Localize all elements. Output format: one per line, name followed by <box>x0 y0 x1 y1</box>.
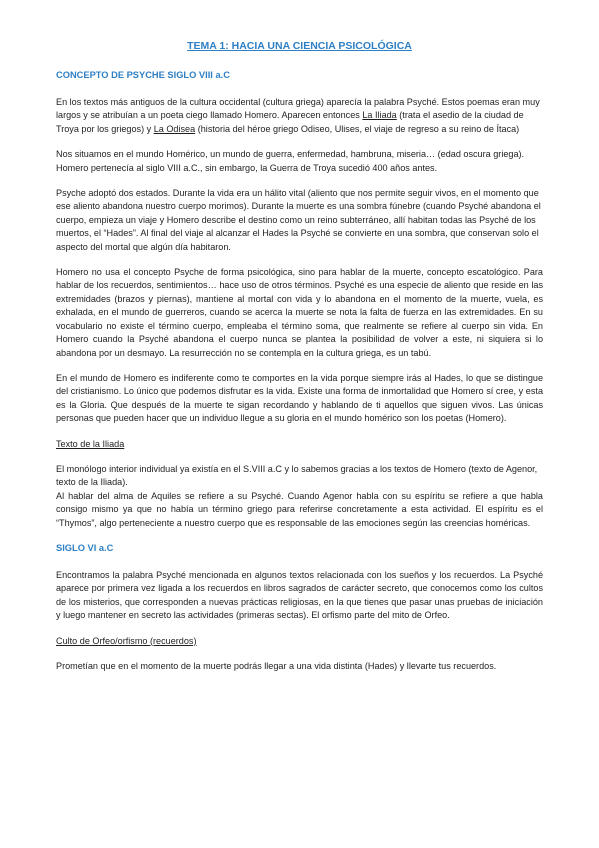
paragraph-intro-c: (historia del héroe griego Odiseo, Ulises, el viaje de regreso a su reino de Ítaca) <box>195 123 520 134</box>
paragraph-homer-world-glory: En el mundo de Homero es indiferente como te comportes en la vida porque siempre irás al Hades, lo que se distingue del cristianismo. Lo único que podemos disfrutar es la vida. Existe una forma de inmortalidad que Homero sí cree, y esta es la Gloria. Que después de la muerte te sigan recordando y hablando de ti aquellos que siguen vivos. Las únicas personas que pueden hacer que un individuo llegue a su gloria en el mundo homérico son los poetas (Homero). <box>56 372 543 424</box>
paragraph-siglo-vi: Encontramos la palabra Psyché mencionada en algunos textos relacionada con los sueños y los recuerdos. La Psyché aparece por primera vez ligada a los recuerdos en libros sagrados de carácter secreto, que conocemos como los cultos de los misterios, que corresponden a nuevas prácticas religiosas, en la que tienes que pasar unas pruebas de iniciación y luego mantener en secreto las actividades (primeras sectas). El orfismo parte del mito de Orfeo. <box>56 569 543 621</box>
paragraph-monologue: El monólogo interior individual ya existía en el S.VIII a.C y lo sabemos gracias a los textos de Homero (texto de Agenor, texto de la Iliada). <box>56 463 538 488</box>
paragraph-intro-b: (trata el asedio de la ciudad de Troya por los griegos) y <box>56 110 524 134</box>
section-heading-siglo-vi: SIGLO VI a.C <box>56 542 114 553</box>
paragraph-two-states: Psyche adoptó dos estados. Durante la vida era un hálito vital (aliento que nos permite seguir vivos, en el momento que ese aliento abandona nuestro cuerpo morimos). Durante la muerte es una sombra fúnebre (cuando Psyché abandona el cuerpo, empieza un viaje y Homero describe el destino como un reino subterráneo, allí habitan todas las Psyché de los muertos, el “Hades”. Al final del viaje al alcanzar el Hades la Psyché se convierte en una sombra, que conservan solo el aspecto del mortal que algún día habitaron. <box>56 188 541 252</box>
subheading-orfeo: Culto de Orfeo/orfismo (recuerdos) <box>56 635 197 646</box>
paragraph-orfeo: Prometían que en el momento de la muerte podrás llegar a una vida distinta (Hades) y llevarte tus recuerdos. <box>56 661 497 671</box>
link-odisea: La Odisea <box>153 123 196 134</box>
link-iliada: La Iliada <box>362 110 397 121</box>
paragraph-intro <box>56 96 543 136</box>
section-heading-psyche: CONCEPTO DE PSYCHE SIGLO VIII a.C <box>56 70 230 80</box>
paragraph-intro-a: En los textos más antiguos de la cultura occidental (cultura griega) aparecía la palabra Psyché. Estos poemas eran muy largos y se atribuían a un poeta ciego llamado Homero. Aparecen entonces <box>56 97 540 121</box>
paragraph-homer-concept: Homero no usa el concepto Psyche de forma psicológica, sino para hablar de la muerte, concepto escatológico. Para hablar de los recuerdos, sentimientos… hace uso de otros términos. Psyché es una especie de aliento que reside en las extremidades (brazos y piernas), mantiene al mortal con vida y lo abandona en el momento de la muerte, vuela, es exhalada, en el mundo de guerreros, cuando se acerca la muerte se nota la falta de fuerza en las extremidades. En su vocabulario no existe el término cuerpo, empleaba el término soma, que realmente se refiere al cuerpo sin vida. En Homero cuando la Psyché abandona el cuerpo nunca se plantea la posibilidad de volver a este, ni siquiera si lo abandona por un desmayo. La resurrección no se contempla en la cultura griega, es un tabú. <box>56 267 543 358</box>
subheading-iliada-text: Texto de la Iliada <box>56 438 125 449</box>
paragraph-homeric-world: Nos situamos en el mundo Homérico, un mundo de guerra, enfermedad, hambruna, miseria… (edad oscura griega). Homero pertenecía al siglo VIII a.C., sin embargo, la Guerra de Troya sucedió 400 años antes. <box>56 149 525 173</box>
page-title: TEMA 1: HACIA UNA CIENCIA PSICOLÓGICA <box>187 40 412 52</box>
paragraph-aquiles: Al hablar del alma de Aquiles se refiere a su Psyché. Cuando Agenor habla con su espíritu se refiere a que habla consigo mismo ya que no había un término griego para referirse concretamente a esta actividad. El espíritu es el “Thymos”, algo perteneciente a nuestro cuerpo que es responsable de las emociones según las creencias homéricas. <box>56 490 543 528</box>
